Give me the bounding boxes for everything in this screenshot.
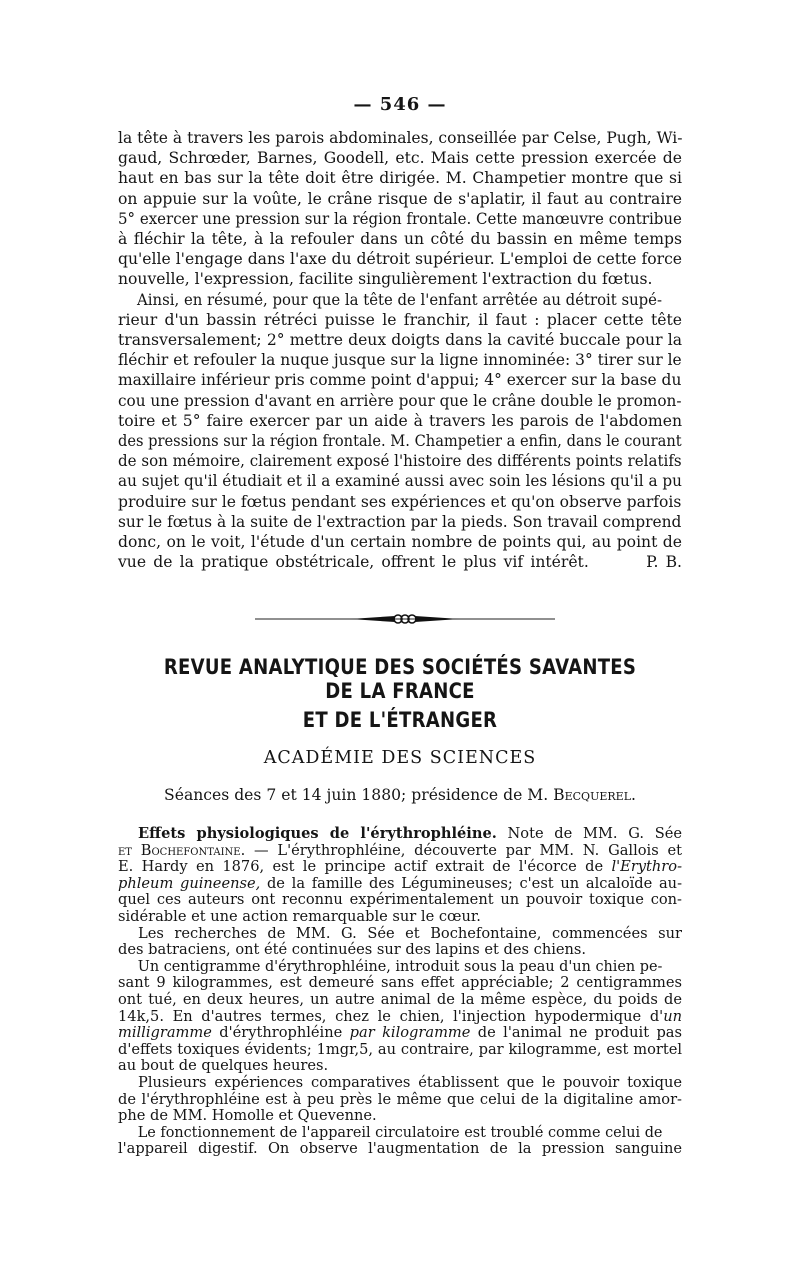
text-line: des batraciens, ont été continuées sur des lapins et des chiens. <box>118 941 587 959</box>
article-title: Effets physiologiques de l'érythrophléine. <box>138 825 497 842</box>
text-line: donc, on le voit, l'étude d'un certain nombre de points qui, au point de <box>118 533 682 552</box>
text-line: fléchir et refouler la nuque jusque sur la ligne innominée: 3° tirer sur le <box>118 351 682 370</box>
text-fragment: Note de MM. G. Sée <box>496 825 682 842</box>
text-line: à fléchir la tête, à la refouler dans un côté du bassin en même temps <box>118 230 682 249</box>
text-fragment: E. Hardy en 1876, est le principe actif extrait de l'écorce de <box>118 858 612 876</box>
author-name: et Bochefontaine. <box>118 841 246 859</box>
section-heading-line: REVUE ANALYTIQUE DES SOCIÉTÉS SAVANTES DE LA FRANCE <box>163 655 637 703</box>
text-fragment: d'érythrophléine <box>211 1024 350 1042</box>
emphasis: milligramme <box>118 1024 212 1042</box>
text-line: on appuie sur la voûte, le crâne risque de s'aplatir, il faut au contraire <box>118 189 682 208</box>
latin-name: phleum guineense, <box>118 874 261 892</box>
text-line: Un centigramme d'érythrophléine, introduit sous la peau d'un chien pe- <box>137 957 663 975</box>
text-line: phe de MM. Homolle et Quevenne. <box>118 1107 377 1125</box>
subsection-heading: ACADÉMIE DES SCIENCES <box>263 748 537 768</box>
latin-name: l'Erythro- <box>611 858 682 876</box>
text-fragment: de la famille des Légumineuses; c'est un alcaloïde au- <box>260 874 682 892</box>
text-line: sant 9 kilogrammes, est demeuré sans effet appréciable; 2 centigrammes <box>118 974 682 992</box>
text-line: rieur d'un bassin rétréci puisse le franchir, il faut : placer cette tête <box>118 310 682 329</box>
text-line: quel ces auteurs ont reconnu expérimentalement un pouvoir toxique con- <box>118 891 682 909</box>
text-line <box>118 1025 682 1042</box>
text-line: sur le fœtus à la suite de l'extraction par la pieds. Son travail comprend <box>118 512 682 531</box>
text-line: toire et 5° faire exercer par un aide à travers les parois de l'abdomen <box>118 411 682 430</box>
emphasis: un <box>663 1007 682 1025</box>
text-line: nouvelle, l'expression, facilite singulièrement l'extraction du fœtus. <box>118 270 653 289</box>
text-line <box>118 843 682 860</box>
text-line: cou une pression d'avant en arrière pour que le crâne double le promon- <box>118 391 682 410</box>
text-line: Ainsi, en résumé, pour que la tête de l'enfant arrêtée au détroit supé- <box>137 290 662 309</box>
text-line: Les recherches de MM. G. Sée et Bochefontaine, commencées sur <box>138 924 682 942</box>
text-line: l'appareil digestif. On observe l'augmentation de la pression sanguine <box>118 1140 682 1158</box>
text-line: au sujet qu'il étudiait et il a examiné aussi avec soin les lésions qu'il a pu <box>118 472 682 491</box>
text-line: ont tué, en deux heures, un autre animal de la même espèce, du poids de <box>118 990 682 1008</box>
text-line <box>118 826 682 843</box>
text-line: 5° exercer une pression sur la région frontale. Cette manœuvre contribue <box>118 209 682 228</box>
session-line <box>0 786 800 804</box>
text-line <box>118 859 682 876</box>
page-number: — 546 — <box>353 94 447 115</box>
text-section-erythrophleine <box>118 826 682 1158</box>
emphasis: par kilogramme <box>349 1024 471 1042</box>
text-line: haut en bas sur la tête doit être dirigée. M. Champetier montre que si <box>118 169 682 188</box>
text-line: Plusieurs expériences comparatives établissent que le pouvoir toxique <box>138 1073 682 1091</box>
text-line-with-signoff <box>118 552 682 572</box>
ornament-divider <box>255 612 555 626</box>
text-line: au bout de quelques heures. <box>118 1057 329 1075</box>
text-line: produire sur le fœtus pendant ses expériences et qu'on observe parfois <box>118 492 682 511</box>
text-line: des pressions sur la région frontale. M. Champetier a enfin, dans le courant <box>118 432 682 451</box>
president-name: Becquerel. <box>553 786 636 804</box>
text-line: Le fonctionnement de l'appareil circulatoire est troublé comme celui de <box>137 1123 663 1141</box>
author-signoff: P. B. <box>646 553 682 572</box>
text-line: la tête à travers les parois abdominales, conseillée par Celse, Pugh, Wi- <box>118 129 683 147</box>
text-section-obstetrics <box>118 128 682 572</box>
text-line: maxillaire inférieur pris comme point d'appui; 4° exercer sur la base du <box>118 371 682 390</box>
text-line: d'effets toxiques évidents; 1mgr,5, au contraire, par kilogramme, est mortel <box>118 1040 682 1058</box>
section-heading <box>157 655 642 732</box>
text-fragment: de l'animal ne produit pas <box>470 1024 682 1042</box>
text-fragment: vue de la pratique obstétricale, offrent le plus vif intérêt. <box>118 553 589 572</box>
text-line: gaud, Schrœder, Barnes, Goodell, etc. Mais cette pression exercée de <box>118 149 682 168</box>
text-line: qu'elle l'engage dans l'axe du détroit supérieur. L'emploi de cette force <box>118 250 683 269</box>
session-text: Séances des 7 et 14 juin 1880; présidence de M. <box>164 786 549 804</box>
text-fragment: — L'érythrophléine, découverte par MM. N. Gallois et <box>245 841 683 859</box>
text-line <box>118 876 682 893</box>
text-line: sidérable et une action remarquable sur le cœur. <box>118 907 481 925</box>
text-line: de son mémoire, clairement exposé l'histoire des différents points relatifs <box>118 452 682 471</box>
section-heading-line: ET DE L'ÉTRANGER <box>302 708 498 732</box>
text-line: de l'érythrophléine est à peu près le même que celui de la digitaline amor- <box>118 1090 682 1108</box>
text-line <box>118 1009 682 1026</box>
text-line: transversalement; 2° mettre deux doigts dans la cavité buccale pour la <box>118 331 682 350</box>
text-fragment: 14k,5. En d'autres termes, chez le chien, l'injection hypodermique d' <box>118 1007 664 1025</box>
